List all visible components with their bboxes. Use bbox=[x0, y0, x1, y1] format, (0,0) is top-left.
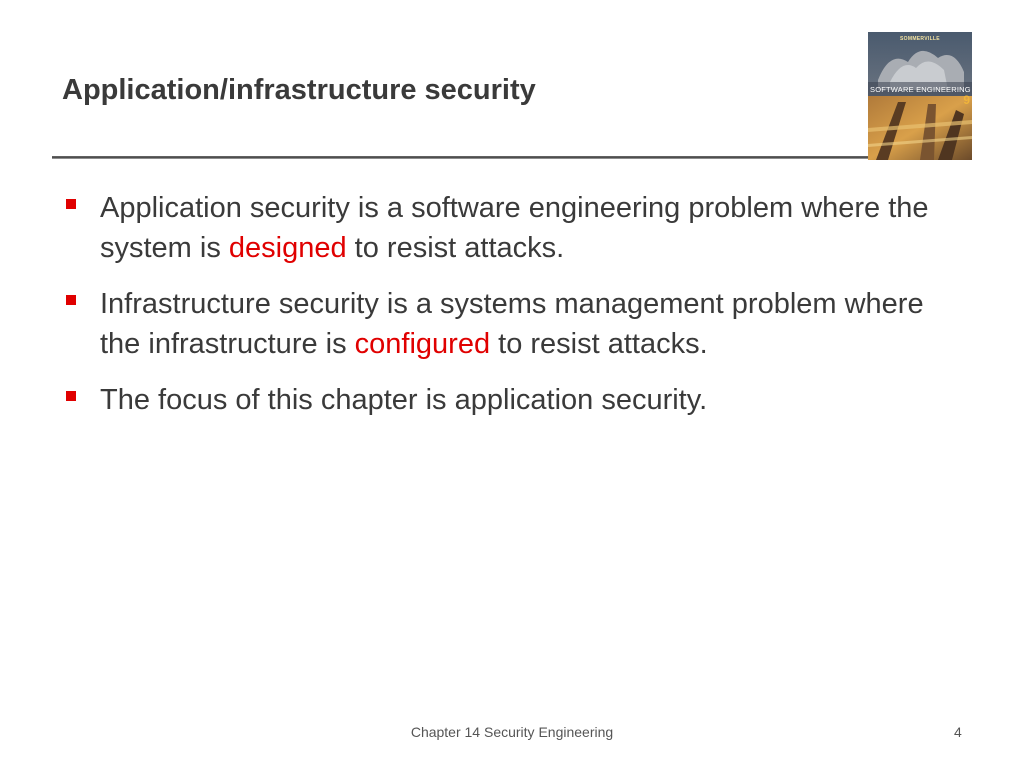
book-cover-author: SOMMERVILLE bbox=[900, 36, 940, 42]
bullet-item bbox=[62, 284, 942, 364]
bullet-text: The focus of this chapter is application security. bbox=[100, 384, 708, 416]
bullet-square-icon bbox=[66, 295, 76, 305]
bullet-text-end: to resist attacks. bbox=[346, 232, 565, 264]
book-cover-edition: 9 bbox=[963, 93, 970, 107]
bullet-item bbox=[62, 380, 942, 420]
bullet-square-icon bbox=[66, 199, 76, 209]
book-cover-art bbox=[868, 32, 972, 160]
footer-chapter-title: Chapter 14 Security Engineering bbox=[410, 724, 614, 740]
bullet-list bbox=[62, 188, 942, 436]
bullet-emphasis: configured bbox=[354, 328, 491, 360]
slide-title: Application/infrastructure security bbox=[62, 74, 536, 106]
bullet-square-icon bbox=[66, 391, 76, 401]
book-cover-title: SOFTWARE ENGINEERING bbox=[870, 85, 971, 94]
bullet-emphasis: designed bbox=[228, 232, 347, 264]
bullet-text: Application security is a software engineering problem where the system is bbox=[100, 192, 929, 264]
bullet-text: Infrastructure security is a systems management problem where the infrastructure is bbox=[100, 288, 924, 360]
book-cover-image bbox=[868, 32, 972, 160]
title-divider bbox=[52, 156, 872, 159]
bullet-text-end: to resist attacks. bbox=[490, 328, 708, 360]
page-number: 4 bbox=[954, 724, 962, 740]
bullet-item bbox=[62, 188, 942, 268]
